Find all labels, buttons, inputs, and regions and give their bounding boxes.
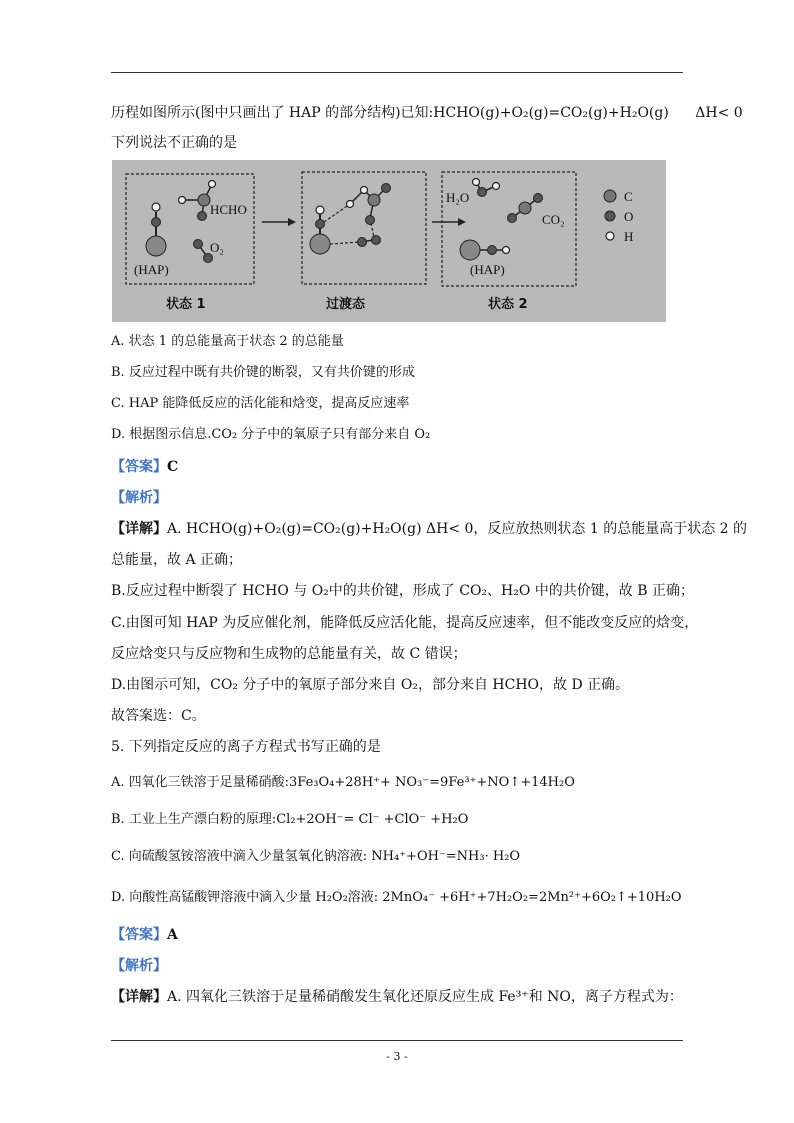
- h-atom: [179, 197, 186, 204]
- h-atom: [361, 187, 368, 194]
- o-atom: [152, 218, 161, 227]
- q5-option-b: B. 工业上生产漂白粉的原理:Cl₂+2OH⁻= Cl⁻ +ClO⁻ +H₂O: [111, 812, 469, 827]
- c-atom: [519, 202, 531, 214]
- q4-detail-7: 故答案选：C。: [111, 708, 206, 724]
- h2o-label: H₂O: [446, 190, 470, 205]
- detail-text: A. 四氧化三铁溶于足量稀硝酸发生氧化还原反应生成 Fe³⁺和 NO，离子方程式为：: [167, 989, 683, 1005]
- q5-option-a: A. 四氧化三铁溶于足量稀硝酸:3Fe₃O₄+28H⁺+ NO₃⁻=9Fe³⁺+NO↑+14H₂O: [111, 775, 575, 790]
- q5-stem: 5. 下列指定反应的离子方程式书写正确的是: [111, 739, 381, 755]
- h-atom: [316, 206, 324, 214]
- o-atom: [316, 220, 325, 229]
- o2-label: O₂: [210, 240, 224, 255]
- reaction-mechanism-figure: [112, 160, 666, 322]
- q4-analysis: [111, 489, 167, 507]
- legend-o-label: O: [624, 209, 634, 224]
- detail-tag: 【详解】: [111, 989, 167, 1005]
- o-atom: [534, 194, 543, 203]
- hcho-label: HCHO: [210, 202, 247, 217]
- c-atom: [368, 194, 380, 206]
- o-atom: [198, 212, 207, 221]
- intro-equation: 历程如图所示(图中只画出了 HAP 的部分结构)已知:HCHO(g)+O₂(g)=CO₂(g)+H₂O(g): [111, 105, 669, 121]
- transition-label: 过渡态: [326, 297, 366, 312]
- h-atom: [473, 179, 480, 186]
- q4-option-b: B. 反应过程中既有共价键的断裂，又有共价键的形成: [111, 365, 415, 380]
- q4-option-a: A. 状态 1 的总能量高于状态 2 的总能量: [111, 334, 344, 349]
- legend-h-label: H: [624, 229, 634, 244]
- state2-label: 状态 2: [488, 297, 528, 312]
- q4-detail-3: B.反应过程中断裂了 HCHO 与 O₂中的共价键，形成了 CO₂、H₂O 中的共价键，故 B 正确；: [111, 583, 694, 599]
- h-atom: [209, 181, 216, 188]
- top-rule: [111, 72, 683, 73]
- h-atom: [152, 203, 160, 211]
- detail-tag: 【详解】: [111, 521, 167, 537]
- state1-hap-label: (HAP): [134, 262, 169, 277]
- o-atom: [508, 214, 517, 223]
- intro-line-1: [111, 104, 743, 122]
- o-atom: [372, 236, 381, 245]
- detail-text: A. HCHO(g)+O₂(g)=CO₂(g)+H₂O(g) ΔH< 0，反应放热则状态 1 的总能量高于状态 2 的: [167, 521, 748, 537]
- q5-option-c: C. 向硫酸氢铵溶液中滴入少量氢氧化钠溶液: NH₄⁺+OH⁻=NH₃· H₂O: [111, 849, 521, 864]
- answer-tag: 【答案】: [111, 459, 167, 475]
- hap-atom: [460, 240, 480, 260]
- o-atom: [478, 188, 487, 197]
- analysis-tag: 【解析】: [111, 958, 167, 974]
- o-atom: [358, 238, 367, 247]
- q4-detail-5: 反应焓变只与反应物和生成物的总能量有关，故 C 错误；: [111, 646, 467, 662]
- page-number: - 3 -: [386, 1050, 408, 1063]
- q4-detail-2: 总能量，故 A 正确；: [111, 552, 243, 568]
- q4-answer: [111, 458, 178, 476]
- answer-value: A: [167, 927, 178, 943]
- legend-o-icon: [605, 211, 615, 221]
- q4-option-c: C. HAP 能降低反应的活化能和焓变，提高反应速率: [111, 396, 410, 411]
- answer-tag: 【答案】: [111, 927, 167, 943]
- intro-dh: ΔH< 0: [695, 105, 743, 121]
- analysis-tag: 【解析】: [111, 490, 167, 506]
- q5-answer: [111, 926, 178, 944]
- q5-option-d: D. 向酸性高锰酸钾溶液中滴入少量 H₂O₂溶液: 2MnO₄⁻ +6H⁺+7H₂O₂=2Mn²⁺+6O₂↑+10H₂O: [111, 890, 682, 905]
- legend-h-icon: [606, 232, 614, 240]
- hap-atom: [310, 234, 330, 254]
- o-atom: [488, 246, 497, 255]
- legend-c-icon: [604, 190, 616, 202]
- c-atom: [198, 194, 210, 206]
- q5-analysis: [111, 957, 167, 975]
- q4-detail-4: C.由图可知 HAP 为反应催化剂，能降低反应活化能，提高反应速率，但不能改变反应的焓变，: [111, 615, 699, 631]
- legend-c-label: C: [624, 189, 633, 204]
- h-atom: [347, 201, 354, 208]
- hap-atom: [146, 236, 166, 256]
- q5-detail-1: [111, 988, 683, 1006]
- q4-option-d: D. 根据图示信息.CO₂ 分子中的氧原子只有部分来自 O₂: [111, 427, 431, 442]
- state2-hap-label: (HAP): [470, 262, 505, 277]
- q4-detail-6: D.由图示可知，CO₂ 分子中的氧原子部分来自 O₂，部分来自 HCHO，故 D 正确。: [111, 677, 630, 693]
- answer-value: C: [167, 459, 179, 475]
- o-atom: [194, 240, 203, 249]
- o-atom: [382, 184, 391, 193]
- bottom-rule: [111, 1040, 683, 1041]
- intro-line-2: 下列说法不正确的是: [111, 135, 237, 151]
- h-atom: [503, 247, 510, 254]
- q4-detail-1: [111, 520, 747, 538]
- state1-label: 状态 1: [166, 297, 206, 312]
- co2-label: CO₂: [542, 212, 565, 227]
- h-atom: [493, 183, 500, 190]
- o-atom: [366, 216, 375, 225]
